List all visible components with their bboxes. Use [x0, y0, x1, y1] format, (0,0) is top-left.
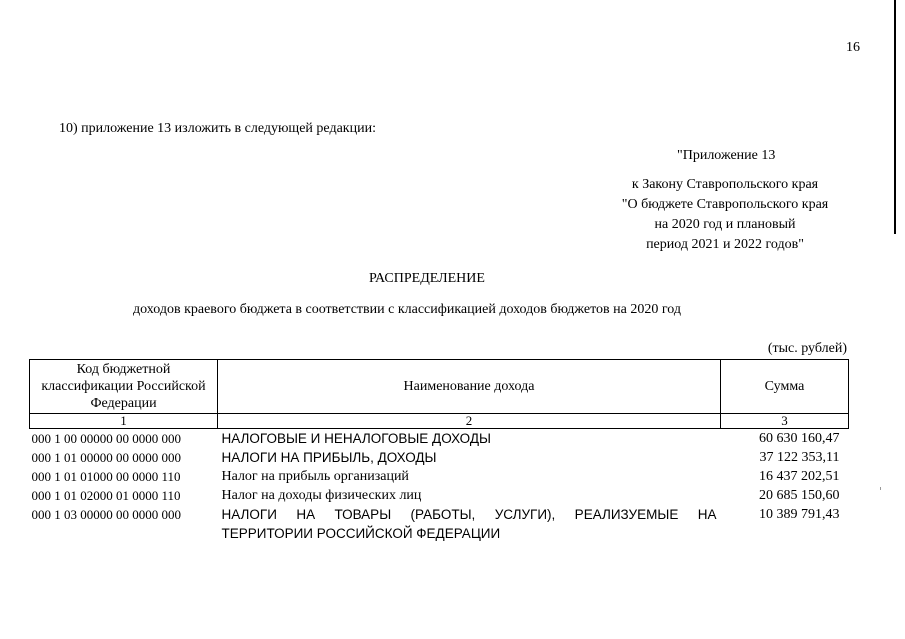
- column-number: 3: [721, 414, 849, 429]
- header-name: Наименование дохода: [218, 360, 721, 414]
- appendix-ref-line: к Закону Ставропольского края: [631, 177, 819, 192]
- document-title: РАСПРЕДЕЛЕНИЕ: [369, 271, 485, 286]
- row-code: 000 1 01 01000 00 0000 110: [31, 469, 181, 484]
- units-label: (тыс. рублей): [767, 341, 847, 356]
- row-sum: 60 630 160,47: [759, 431, 840, 446]
- row-sum: 16 437 202,51: [759, 469, 840, 484]
- row-name-line: ТЕРРИТОРИИ РОССИЙСКОЙ ФЕДЕРАЦИИ: [221, 526, 501, 541]
- row-name: НАЛОГОВЫЕ И НЕНАЛОГОВЫЕ ДОХОДЫ: [221, 431, 491, 446]
- scan-speck: [880, 487, 881, 490]
- appendix-title: "Приложение 13: [677, 148, 776, 163]
- table-row: [30, 505, 849, 543]
- row-code: 000 1 00 00000 00 0000 000: [31, 431, 181, 446]
- table-row: [30, 486, 849, 505]
- header-code: [30, 360, 218, 414]
- document-subtitle: доходов краевого бюджета в соответствии с классификацией доходов бюджетов на 2020 год: [133, 302, 681, 317]
- row-code: 000 1 03 00000 00 0000 000: [31, 507, 181, 522]
- header-code-line: классификации Российской: [41, 379, 206, 394]
- table-row: [30, 448, 849, 467]
- row-name: Налог на доходы физических лиц: [221, 488, 422, 503]
- revenue-table: [29, 359, 849, 543]
- column-number-row: [30, 414, 849, 429]
- intro-text: 10) приложение 13 изложить в следующей редакции:: [59, 121, 376, 136]
- appendix-ref-line: "О бюджете Ставропольского края: [621, 197, 829, 212]
- row-name: Налог на прибыль организаций: [221, 469, 409, 484]
- table-row: [30, 467, 849, 486]
- header-code-line: Код бюджетной: [76, 362, 171, 377]
- row-sum: 10 389 791,43: [759, 507, 840, 522]
- header-sum: Сумма: [721, 360, 849, 414]
- row-name-line: НАЛОГИ НА ТОВАРЫ (РАБОТЫ, УСЛУГИ), РЕАЛИЗУЕМЫЕ НА: [221, 507, 717, 522]
- column-number: 1: [30, 414, 218, 429]
- header-code-line: Федерации: [90, 396, 157, 411]
- appendix-ref-line: период 2021 и 2022 годов": [646, 237, 804, 252]
- column-number: 2: [218, 414, 721, 429]
- table-header-row: [30, 360, 849, 414]
- row-name: [218, 505, 721, 543]
- table-row: [30, 429, 849, 449]
- row-sum: 37 122 353,11: [759, 450, 840, 465]
- appendix-reference: [590, 175, 860, 255]
- row-name: НАЛОГИ НА ПРИБЫЛЬ, ДОХОДЫ: [221, 450, 437, 465]
- page-edge-line: [894, 0, 896, 234]
- row-sum: 20 685 150,60: [759, 488, 840, 503]
- row-code: 000 1 01 02000 01 0000 110: [31, 488, 181, 503]
- row-code: 000 1 01 00000 00 0000 000: [31, 450, 181, 465]
- page-number: 16: [846, 40, 860, 55]
- appendix-ref-line: на 2020 год и плановый: [654, 217, 796, 232]
